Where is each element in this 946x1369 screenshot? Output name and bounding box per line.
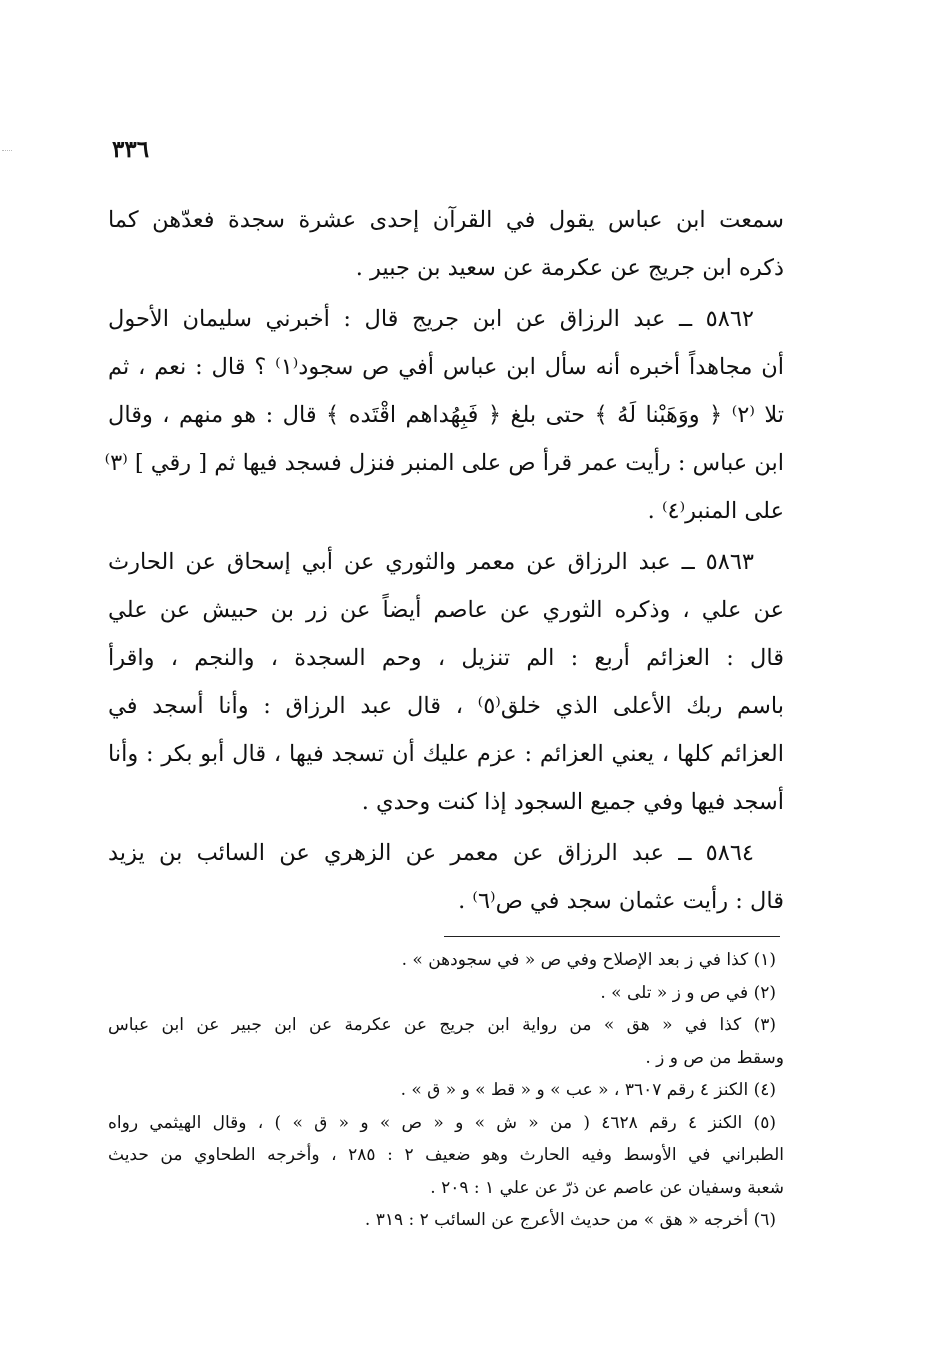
scan-edge-mark (2, 150, 12, 152)
footnote-line: شعبة وسفيان عن عاصم عن ذرّ عن علي ١ : ٢٠٩ . (430, 1177, 784, 1198)
main-text (104, 196, 785, 925)
text-line: أن مجاهداً أخبره أنه سأل ابن عباس أفي ص سجود⁽١⁾ ؟ قال : نعم ، ثم (108, 354, 784, 380)
text-line: عن علي ، وذكره الثوري عن عاصم أيضاً عن زر بن حبيش عن علي (108, 597, 784, 623)
text-line: على المنبر⁽٤⁾ . (647, 498, 784, 524)
text-line: ذكره ابن جريج عن عكرمة عن سعيد بن جبير . (355, 255, 784, 281)
footnote-line: (٥) الكنز ٤ رقم ٤٦٢٨ ( من « ش » و « ص » و « ق » ) ، وقال الهيثمي رواه (108, 1112, 776, 1133)
text-line: ٥٨٦٢ ــ عبد الرزاق عن ابن جريج قال : أخبرني سليمان الأحول (108, 306, 754, 332)
footnote-line: وسقط من ص و ز . (645, 1047, 784, 1068)
footnote-line: الطبراني في الأوسط وفيه الحارث وهو ضعيف ٢ : ٢٨٥ ، وأخرجه الطحاوي من حديث (108, 1145, 784, 1165)
footnote-line: (٤) الكنز ٤ رقم ٣٦٠٧ ، « عب » و « قط » و « ق » . (400, 1080, 776, 1100)
text-line: العزائم كلها ، يعني العزائم : عزم عليك أن تسجد فيها ، قال أبو بكر : وأنا (108, 741, 784, 767)
footnote-separator (444, 936, 780, 937)
text-line: قال : رأيت عثمان سجد في ص⁽٦⁾ . (458, 888, 784, 914)
text-line: سمعت ابن عباس يقول في القرآن إحدى عشرة سجدة فعدّهن كما (108, 207, 784, 233)
text-line: باسم ربك الأعلى الذي خلق⁽٥⁾ ، قال عبد الرزاق : وأنا أسجد في (108, 693, 784, 719)
text-line: أسجد فيها وفي جميع السجود إذا كنت وحدي . (361, 789, 784, 815)
footnote-line: (٣) كذا في « هق » من رواية ابن جريج عن عكرمة عن ابن جبير عن ابن عباس (108, 1015, 776, 1035)
text-line: ٥٨٦٤ ــ عبد الرزاق عن معمر عن الزهري عن السائب بن يزيد (108, 840, 754, 866)
footnote-line: (٢) في ص و ز « تلى » . (600, 982, 776, 1003)
text-line: ابن عباس : رأيت عمر قرأ ص على المنبر فنزل فسجد فيها ثم [ رقي ] ⁽٣⁾ (104, 450, 784, 476)
footnote-line: (١) كذا في ز بعد الإصلاح وفي ص « في سجودهن » . (401, 950, 776, 970)
text-line: قال : العزائم أربع : الم تنزيل ، وحم السجدة ، والنجم ، واقرأ (108, 645, 784, 671)
text-line: ٥٨٦٣ ــ عبد الرزاق عن معمر والثوري عن أبي إسحاق عن الحارث (108, 549, 754, 575)
footnotes (108, 944, 784, 1237)
footnote-line: (٦) أخرجه « هق » من حديث الأعرج عن السائب ٢ : ٣١٩ . (364, 1210, 776, 1230)
text-line: تلا ⁽٢⁾ ﴿ ووَهَبْنا لَهُ ﴾ حتى بلغ ﴿ فَبِهُداهم اقْتَده ﴾ قال : هو منهم ، وقال (108, 402, 785, 428)
page-number: ٣٣٦ (112, 136, 150, 163)
